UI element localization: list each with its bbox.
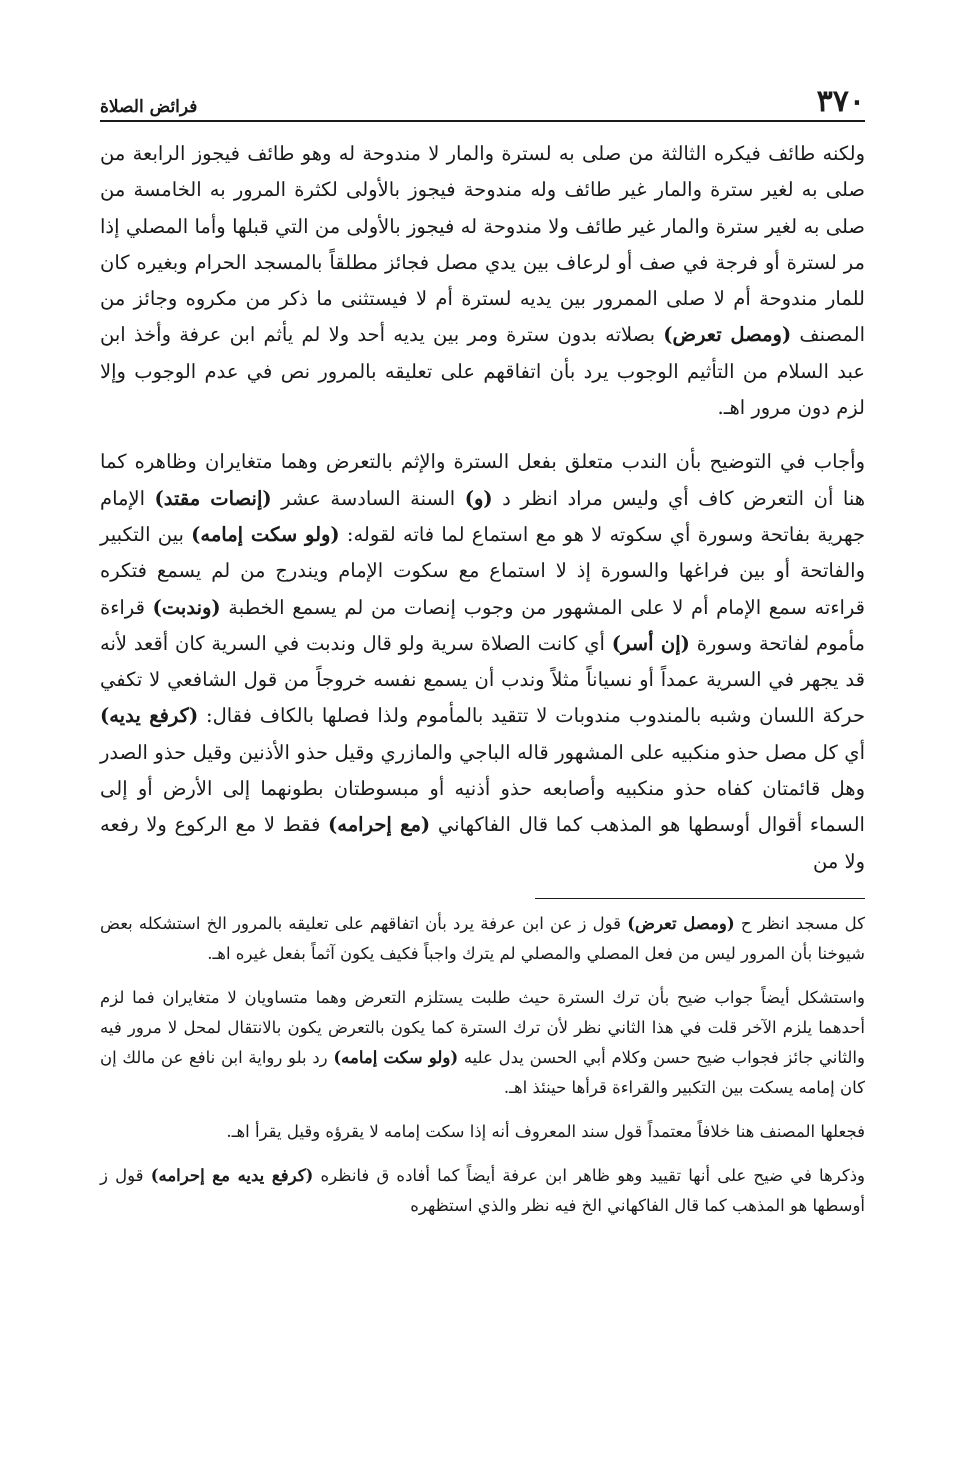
book-page (100, 80, 865, 1235)
footnote-paragraph-2: واستشكل أيضاً جواب ضيح بأن ترك السترة حيث طلبت يستلزم التعرض وهما متساويان لا متغايران فما لزم أحدهما يلزم الآخر قلت في هذا الثاني نظر لأن ترك السترة كما يكون بالتعرض يكون بالانتقال لمحل لا مرور فيه والثاني جائز فجواب ضيح حسن وكلام أبي الحسن يدل عليه (ولو سكت إمامه) رد بلو رواية ابن نافع عن مالك إن كان إمامه يسكت بين التكبير والقراءة قرأها حينئذ اهـ. (100, 987, 865, 1097)
footnote-paragraph-3: فجعلها المصنف هنا خلافاً معتمداً قول سند المعروف أنه إذا سكت إمامه لا يقرؤه وقيل يقرأ اهـ. (226, 1121, 865, 1141)
bold-term: (إنصات مقتد) (154, 486, 272, 510)
main-text (100, 136, 865, 880)
bold-term: (ولو سكت إمامه) (191, 522, 340, 546)
main-paragraph-1: ولكنه طائف فيكره الثالثة من صلى به لسترة والمار لا مندوحة له وهو طائف فيجوز الرابعة من صلى به لغير سترة والمار غير طائف وله مندوحة فيجوز بالأولى لكثرة المرور به الخامسة من صلى به لغير سترة والمار غير طائف ولا مندوحة له فيجوز بالأولى من التي قبلها وأما المصلي إذا مر لسترة أو فرجة في صف أو لرعاف بين يدي مصل فجائز مطلقاً بالمسجد الحرام وبغيره كان للمار مندوحة أم لا صلى الممرور بين يديه لسترة أم لا فيستثنى ما ذكر من مكروه وجائز من المصنف (ومصل تعرض) بصلاته بدون سترة ومر بين يديه أحد ولا لم يأثم ابن عرفة وأخذ ابن عبد السلام من التأثيم الوجوب يرد بأن اتفاقهم على تعليقه بالمرور نص في عدم الوجوب وإلا لزم دون مرور اهـ. (100, 142, 866, 420)
main-paragraph-2: وأجاب في التوضيح بأن الندب متعلق بفعل السترة والإثم بالتعرض وهما متغايران وظاهره كما هنا أن التعرض كاف أي وليس مراد انظر د (و) السنة السادسة عشر (إنصات مقتد) الإمام جهرية بفاتحة وسورة أي سكوته لا هو مع استماع لما فاته لقوله: (ولو سكت إمامه) بين التكبير والفاتحة أو بين فراغها والسورة إذ لا استماع مع سكوت الإمام ويندرج من لم يسمع فتكره قراءته سمع الإمام أم لا على المشهور من وجوب إنصات من لم يسمع الخطبة (وندبت) قراءة مأموم لفاتحة وسورة (إن أسر) أي كانت الصلاة سرية ولو قال وندبت في السرية كان أقعد لأنه قد يجهر في السرية عمداً أو نسياناً مثلاً وندب أن يسمع نفسه خروجاً من قول الشافعي لا تكفي حركة اللسان وشبه بالمندوب مندوبات لا تتقيد بالمأموم ولذا فصلها بالكاف فقال: (كرفع يديه) أي كل مصل حذو منكبيه على المشهور قاله الباجي والمازري وقيل حذو الأذنين وقيل حذو الصدر وهل قائمتان كفاه حذو منكبيه وأصابعه حذو أذنيه أو مبسوطتان بطونهما إلى الأرض أو إلى السماء أقوال أوسطها هو المذهب كما قال الفاكهاني (مع إحرامه) فقط لا مع الركوع ولا رفعه ولا من (100, 450, 866, 873)
bold-term: (إن أسر) (611, 631, 690, 655)
page-number: ٣٧٠ (816, 84, 865, 119)
bold-term: (و) (464, 486, 493, 510)
bold-term: (ولو سكت إمامه) (333, 1047, 459, 1067)
bold-term: (كرفع يديه مع إحرامه) (150, 1165, 314, 1185)
bold-term: (ومصل تعرض) (627, 913, 735, 933)
footnote-paragraph-4: وذكرها في ضيح على أنها تقييد وهو ظاهر ابن عرفة أيضاً كما أفاده ق فانظره (كرفع يديه مع إحرامه) قول ز أوسطها هو المذهب كما قال الفاكهاني الخ فيه نظر والذي استظهره (100, 1165, 866, 1215)
footnote-divider (535, 898, 865, 899)
footnote-paragraph-1: كل مسجد انظر ح (ومصل تعرض) قول ز عن ابن عرفة يرد بأن اتفاقهم على تعليقه بالمرور الخ استشكله بعض شيوخنا بأن المرور ليس من فعل المصلي والمصلي لم يترك واجباً فكيف يكون آثماً بفعل غيره اهـ. (100, 913, 865, 963)
page-header (100, 80, 865, 122)
running-title: فرائض الصلاة (100, 97, 198, 117)
bold-term: (مع إحرامه) (328, 813, 431, 837)
footnotes (100, 909, 865, 1221)
bold-term: (كرفع يديه) (100, 704, 199, 728)
bold-term: (ومصل تعرض) (663, 323, 792, 347)
bold-term: (وندبت) (152, 595, 221, 619)
